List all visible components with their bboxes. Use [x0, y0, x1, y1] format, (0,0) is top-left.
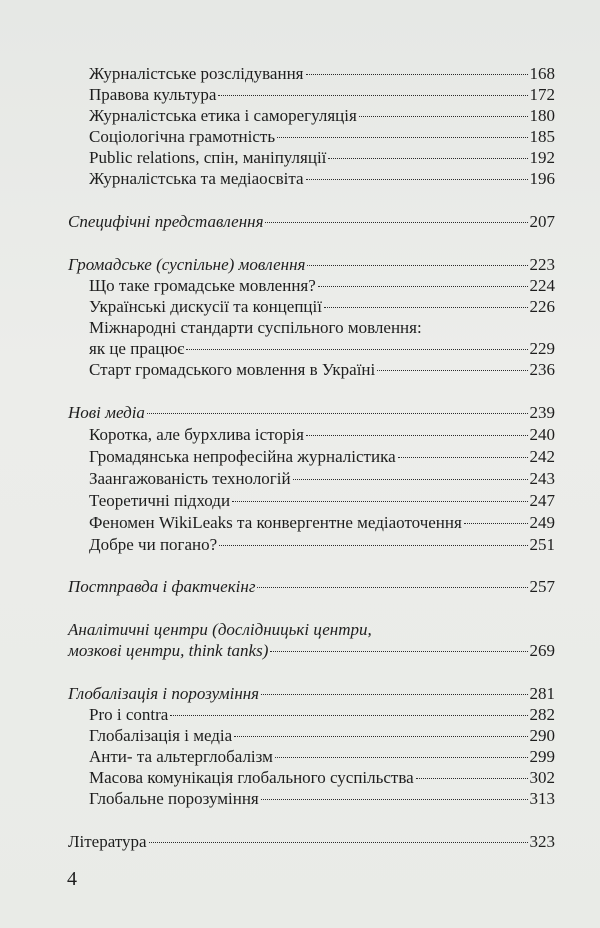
- dot-leader: [293, 479, 528, 480]
- toc-entry-page: 168: [529, 64, 555, 83]
- dot-leader: [328, 158, 527, 159]
- toc-entry-title: Глобальне порозуміння: [89, 789, 259, 808]
- toc-entry-page: 299: [529, 747, 555, 766]
- toc-section-title: мозкові центри, think tanks): [68, 641, 269, 660]
- toc-entry-page: 207: [529, 212, 555, 231]
- toc-section-title: Специфічні представлення: [68, 212, 264, 231]
- dot-leader: [324, 307, 528, 308]
- toc-entry-page: 223: [529, 255, 555, 274]
- toc-entry-title: Public relations, спін, маніпуляції: [89, 148, 327, 167]
- toc-section: [68, 832, 555, 852]
- toc-entry: [89, 64, 555, 84]
- toc-entry-page: 281: [529, 684, 555, 703]
- toc-section-title: Глобалізація і порозуміння: [68, 684, 260, 703]
- toc-section: [68, 641, 555, 661]
- dot-leader: [234, 736, 527, 737]
- toc-entry: [89, 148, 555, 168]
- dot-leader: [306, 74, 528, 75]
- dot-leader: [261, 799, 528, 800]
- page-number: 4: [67, 868, 77, 890]
- toc-entry-page: 249: [529, 513, 555, 532]
- toc-section: [68, 255, 555, 275]
- toc-entry-page: 302: [529, 768, 555, 787]
- toc-entry: [89, 535, 555, 555]
- toc-entry: [89, 85, 555, 105]
- toc-entry-title: Заангажованість технологій: [89, 469, 291, 488]
- toc-section-title: Постправда і фактчекінг: [68, 577, 256, 596]
- toc-entry-title: як це працює: [89, 339, 185, 358]
- toc-entry-title: Українські дискусії та концепції: [89, 297, 322, 316]
- toc-entry-page: 229: [529, 339, 555, 358]
- toc-entry: [89, 127, 555, 147]
- toc-entry-page: 180: [529, 106, 555, 125]
- toc-entry-title: Феномен WikiLeaks та конвергентне медіаоточення: [89, 513, 462, 532]
- toc-entry: [89, 447, 555, 467]
- toc-entry: [89, 360, 555, 380]
- dot-leader: [359, 116, 528, 117]
- toc-entry: [89, 106, 555, 126]
- dot-leader: [416, 778, 528, 779]
- dot-leader: [277, 137, 527, 138]
- toc-entry-page: 240: [529, 425, 555, 444]
- dot-leader: [232, 501, 527, 502]
- toc-section: [68, 212, 555, 232]
- toc-entry-page: 185: [529, 127, 555, 146]
- toc-section-title: Література: [68, 832, 147, 851]
- toc-entry: [89, 705, 555, 725]
- dot-leader: [306, 435, 528, 436]
- toc-entry: [89, 491, 555, 511]
- toc-entry-page: 236: [529, 360, 555, 379]
- toc-entry-page: 196: [529, 169, 555, 188]
- toc-entry-page: 239: [529, 403, 555, 422]
- toc-section: [68, 403, 555, 423]
- dot-leader: [219, 545, 527, 546]
- toc-entry: [89, 297, 555, 317]
- toc-entry: [89, 768, 555, 788]
- toc-entry-title-line1: Міжнародні стандарти суспільного мовлення:: [89, 318, 422, 337]
- toc-entry: [89, 339, 555, 359]
- toc-entry-page: 269: [529, 641, 555, 660]
- toc-entry: [89, 726, 555, 746]
- toc-entry: [89, 469, 555, 489]
- toc-entry-title: Журналістське розслідування: [89, 64, 304, 83]
- toc-entry-title: Глобалізація і медіа: [89, 726, 233, 745]
- dot-leader: [147, 413, 528, 414]
- toc-entry: [89, 425, 555, 445]
- toc-section-title: Громадське (суспільне) мовлення: [68, 255, 306, 274]
- toc-entry: [89, 789, 555, 809]
- toc-entry-title: Що таке громадське мовлення?: [89, 276, 316, 295]
- toc-entry-page: 323: [529, 832, 555, 851]
- toc-entry-page: 224: [529, 276, 555, 295]
- toc-entry-title: Громадянська непрофесійна журналістика: [89, 447, 396, 466]
- toc-entry-title: Pro i contra: [89, 705, 169, 724]
- toc-entry-page: 243: [529, 469, 555, 488]
- toc-entry-title: Масова комунікація глобального суспільства: [89, 768, 414, 787]
- toc-entry-page: 172: [529, 85, 555, 104]
- toc-entry-page: 257: [529, 577, 555, 596]
- toc-section-title: Нові медіа: [68, 403, 145, 422]
- toc-entry: [89, 747, 555, 767]
- toc-entry-title: Соціологічна грамотність: [89, 127, 276, 146]
- dot-leader: [275, 757, 528, 758]
- dot-leader: [307, 265, 527, 266]
- toc-entry-page: 251: [529, 535, 555, 554]
- dot-leader: [218, 95, 527, 96]
- toc-entry-page: 242: [529, 447, 555, 466]
- dot-leader: [318, 286, 528, 287]
- dot-leader: [270, 651, 527, 652]
- toc-section-title-line1: Аналітичні центри (дослідницькі центри,: [68, 620, 372, 639]
- toc-entry-page: 282: [529, 705, 555, 724]
- dot-leader: [257, 587, 527, 588]
- toc-entry-title: Анти- та альтерглобалізм: [89, 747, 273, 766]
- dot-leader: [306, 179, 528, 180]
- toc-entry-title: Журналістська етика і саморегуляція: [89, 106, 357, 125]
- toc-entry-title: Добре чи погано?: [89, 535, 218, 554]
- dot-leader: [261, 694, 527, 695]
- toc-entry-page: 313: [529, 789, 555, 808]
- dot-leader: [186, 349, 527, 350]
- toc-entry-title: Теоретичні підходи: [89, 491, 231, 510]
- toc-entry-page: 192: [529, 148, 555, 167]
- toc-section: [68, 577, 555, 597]
- toc-entry-title: Правова культура: [89, 85, 217, 104]
- toc-section: [68, 684, 555, 704]
- dot-leader: [464, 523, 528, 524]
- toc-entry-title: Журналістська та медіаосвіта: [89, 169, 304, 188]
- dot-leader: [377, 370, 527, 371]
- dot-leader: [170, 715, 527, 716]
- dot-leader: [149, 842, 528, 843]
- toc-entry-page: 290: [529, 726, 555, 745]
- toc-entry-page: 247: [529, 491, 555, 510]
- toc-entry: [89, 513, 555, 533]
- toc-entry-page: 226: [529, 297, 555, 316]
- dot-leader: [398, 457, 528, 458]
- dot-leader: [265, 222, 527, 223]
- toc-entry-title: Старт громадського мовлення в Україні: [89, 360, 376, 379]
- toc-entry: [89, 276, 555, 296]
- toc-entry-title: Коротка, але бурхлива історія: [89, 425, 304, 444]
- toc-entry: [89, 169, 555, 189]
